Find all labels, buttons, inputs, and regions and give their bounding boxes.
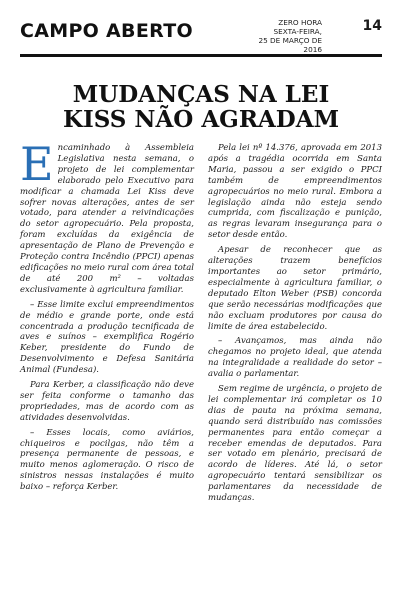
article-paragraph — [20, 137, 194, 296]
article-column-right — [208, 143, 382, 508]
section-title: CAMPO ABERTO — [20, 20, 193, 42]
article-paragraph: – Esse limite exclui empreendimentos de médio e grande porte, onde está concentrada a produção tecnificada de aves e suínos – exemplifica Rogério Keber, presidente do Fundo de Desenvolvimento e Defesa Sanitária Animal (Fundesa). — [20, 299, 194, 376]
article-paragraph: Para Kerber, a classificação não deve ser feita conforme o tamanho das propriedades, mas de acordo com as atividades desenvolvidas. — [20, 380, 194, 423]
article-paragraph: Sem regime de urgência, o projeto de lei complementar irá completar os 10 dias de pauta na próxima semana, quando será distribuído nas comissões permanentes para então começar a receber emendas de deputados. Para ser votado em plenário, precisará de acordo de líderes. Até lá, o setor agropecuário tentará sensibilizar os parlamentares da necessidade de mudanças. — [208, 384, 382, 504]
article-column-left — [20, 137, 194, 497]
article-headline — [20, 82, 382, 132]
masthead — [20, 18, 382, 56]
masthead-divider — [20, 54, 382, 57]
article-paragraph: – Esses locais, como aviários, chiqueiros e pocilgas, não têm a presença permanente de pessoas, e muito menos aglomeração. O risco de sinistros nessas instalações é muito baixo – reforça Kerber. — [20, 427, 194, 493]
headline-line-2: KISS NÃO AGRADAM — [62, 106, 340, 133]
paragraph-text: ncaminhado à Assembleia Legislativa nesta semana, o projeto de lei complementar elaborado pelo Executivo para modificar a chamada Lei Kiss deve sofrer novas alterações, antes de ser votado, para atender a reivindicações do setor agropecuário. Pela proposta, foram excluídas da exigência de apresentação de Plano de Prevenção e Proteção contra Incêndio (PPCI) apenas edificações no meio rural com área total de até 200 m² – voltadas exclusivamente à agricultura familiar. — [20, 143, 194, 295]
article-paragraph: – Avançamos, mas ainda não chegamos no projeto ideal, que atenda na integralidade a realidade do setor – avalia o parlamentar. — [208, 336, 382, 380]
headline-line-1: MUDANÇAS NA LEI — [72, 81, 330, 108]
publication-info — [242, 18, 322, 54]
publication-name: ZERO HORA — [278, 18, 322, 27]
article-paragraph: Apesar de reconhecer que as alterações trazem benefícios importantes ao setor primário, especialmente à agricultura familiar, o deputado Elton Weber (PSB) concorda que serão necessárias modificações que não excluam produtores por causa do limite de área estabelecido. — [208, 245, 382, 332]
publication-weekday: SEXTA-FEIRA, — [273, 27, 322, 36]
article-paragraph: Pela lei nº 14.376, aprovada em 2013 após a tragédia ocorrida em Santa Maria, passou a ser exigido o PPCI também de empreendimentos agropecuários no meio rural. Embora a legislação ainda não esteja sendo cumprida, com fiscalização e punição, as regras levaram insegurança para o setor desde então. — [208, 143, 382, 241]
page-number: 14 — [362, 18, 382, 34]
publication-date: 25 DE MARÇO DE 2016 — [258, 36, 322, 54]
drop-cap: E — [20, 137, 54, 191]
